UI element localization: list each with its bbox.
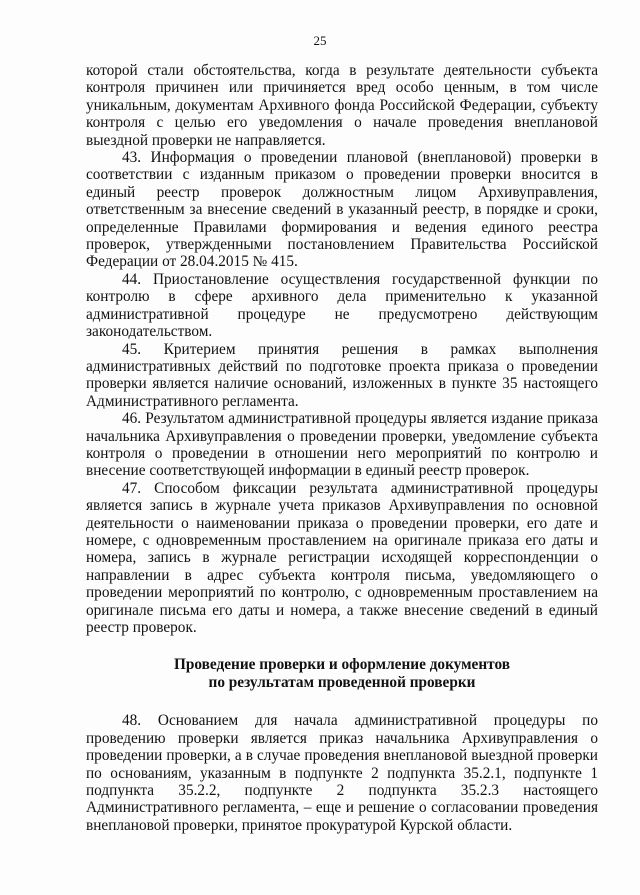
- section-heading-line-2: по результатам проведенной проверки: [208, 674, 476, 692]
- section-heading-line-1: Проведение проверки и оформление документов: [173, 656, 510, 674]
- paragraph-43: 43. Информация о проведении плановой (внеплановой) проверки в соответствии с изданным приказом о проведении проверки вносится в единый реестр проверок должностным лицом Архивуправления, ответственным за внесение сведений в указанный реестр, в порядке и сроки, определенные Правилами формирования и ведения единого реестра проверок, утвержденными постановлением Правительства Российской Федерации от 28.04.2015 № 415.: [86, 149, 598, 271]
- paragraph-44: 44. Приостановление осуществления государственной функции по контролю в сфере архивного дела применительно к указанной административной процедуре не предусмотрено действующим законодательством.: [86, 270, 598, 341]
- paragraph-continuation: которой стали обстоятельства, когда в результате деятельности субъекта контроля причинен или причиняется вред особо ценным, в том числе уникальным, документам Архивного фонда Российской Федерации, субъекту контроля с целью его уведомления о начале проведения внеплановой выездной проверки не направляется.: [86, 62, 598, 149]
- paragraph-45: 45. Критерием принятия решения в рамках выполнения административных действий по подготовке проекта приказа о проведении проверки является наличие оснований, изложенных в пункте 35 настоящего Административного регламента.: [86, 340, 598, 410]
- paragraph-48: 48. Основанием для начала административной процедуры по проведению проверки является приказ начальника Архивуправления о проведении проверки, а в случае проведения внеплановой выездной проверки по основаниям, указанным в подпункте 2 подпункта 35.2.1, подпункте 1 подпункта 35.2.2, подпункте 2 подпункта 35.2.3 настоящего Административного регламента, – еще и решение о согласовании проведения внеплановой проверки, принятое прокуратурой Курской области.: [86, 712, 598, 834]
- page-content: [86, 62, 598, 834]
- section-heading: [86, 656, 598, 692]
- page-number: 25: [313, 33, 327, 48]
- paragraph-46: 46. Результатом административной процедуры является издание приказа начальника Архивуправления о проведении проверки, уведомление субъекта контроля о проведении в отношении него мероприятий по контролю и внесение соответствующей информации в единый реестр проверок.: [86, 410, 598, 480]
- paragraph-47: 47. Способом фиксации результата административной процедуры является запись в журнале учета приказов Архивуправления по основной деятельности о наименовании приказа о проведении проверки, его дате и номере, с одновременным проставлением на оригинале приказа его даты и номера, запись в журнале регистрации исходящей корреспонденции о направлении в адрес субъекта контроля письма, уведомляющего о проведении мероприятий по контролю, с одновременным проставлением на оригинале письма его даты и номера, а также внесение сведений в единый реестр проверок.: [86, 479, 598, 636]
